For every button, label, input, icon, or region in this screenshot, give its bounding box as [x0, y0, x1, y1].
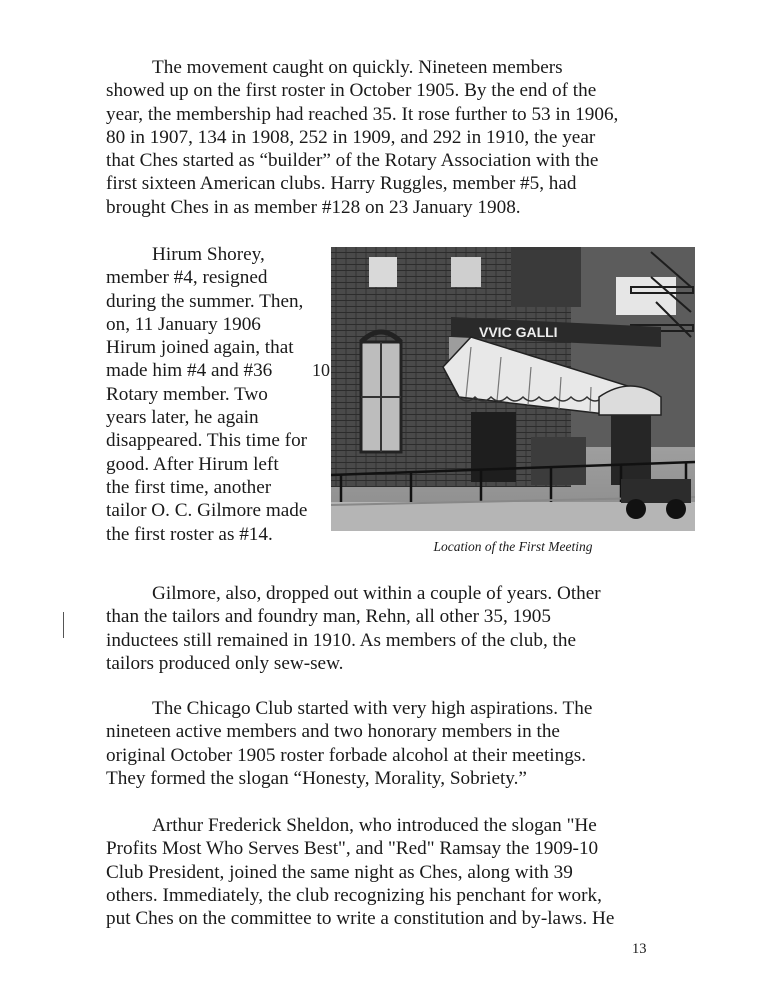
text-line: brought Ches in as member #128 on 23 January 1908.: [106, 196, 521, 218]
text-line: nineteen active members and two honorary members in the: [106, 721, 560, 743]
sign-text: VVIC GALLI: [479, 324, 558, 340]
text-line: Hirum joined again, that: [106, 337, 294, 359]
text-line: Rotary member. Two: [106, 383, 268, 405]
text-line: showed up on the first roster in October 1905. By the end of the: [106, 80, 597, 102]
paragraph-gilmore: [106, 582, 666, 675]
text-line: tailor O. C. Gilmore made: [106, 500, 308, 522]
text-line: the first time, another: [106, 476, 272, 498]
text-line: The movement caught on quickly. Nineteen members: [152, 57, 563, 78]
margin-mark: [63, 612, 64, 638]
text-line: Club President, joined the same night as Ches, along with 39: [106, 861, 573, 883]
text-line: good. After Hirum left: [106, 453, 279, 475]
text-line: the first roster as #14.: [106, 523, 273, 545]
text-line: original October 1905 roster forbade alcohol at their meetings.: [106, 744, 587, 766]
text-line: than the tailors and foundry man, Rehn, all other 35, 1905: [106, 606, 551, 628]
page-number: 13: [632, 941, 647, 957]
text-line: made him #4 and #36: [106, 360, 273, 382]
text-line: They formed the slogan “Honesty, Morality, Sobriety.”: [106, 767, 527, 789]
historic-building-photo-icon: [331, 247, 695, 531]
text-line: put Ches on the committee to write a constitution and by-laws. He: [106, 908, 615, 930]
text-line: on, 11 January 1906: [106, 313, 261, 335]
text-line: that Ches started as “builder” of the Rotary Association with the: [106, 150, 599, 172]
paragraph-movement: [106, 56, 666, 219]
paragraph-hirum: [106, 243, 321, 546]
text-line: first sixteen American clubs. Harry Ruggles, member #5, had: [106, 173, 577, 195]
paragraph-sheldon: [106, 814, 666, 930]
text-line: Gilmore, also, dropped out within a couple of years. Other: [152, 583, 601, 604]
text-line: Profits Most Who Serves Best", and "Red" Ramsay the 1909-10: [106, 838, 599, 860]
text-line: others. Immediately, the club recognizing his penchant for work,: [106, 884, 602, 906]
photo-caption: Location of the First Meeting: [433, 539, 593, 554]
text-line: member #4, resigned: [106, 267, 268, 289]
text-line: Hirum Shorey,: [152, 244, 265, 265]
text-line: tailors produced only sew-sew.: [106, 652, 344, 674]
text-line: 80 in 1907, 134 in 1908, 252 in 1909, and 292 in 1910, the year: [106, 126, 596, 148]
text-line: during the summer. Then,: [106, 290, 304, 312]
text-line: years later, he again: [106, 407, 259, 429]
paragraph-aspirations: [106, 697, 666, 790]
margin-note: 10: [312, 360, 330, 380]
text-line: Arthur Frederick Sheldon, who introduced the slogan "He: [152, 815, 597, 836]
text-line: inductees still remained in 1910. As members of the club, the: [106, 629, 576, 651]
text-line: year, the membership had reached 35. It rose further to 53 in 1906,: [106, 103, 619, 125]
text-line: disappeared. This time for: [106, 430, 308, 452]
text-line: The Chicago Club started with very high aspirations. The: [152, 698, 593, 719]
